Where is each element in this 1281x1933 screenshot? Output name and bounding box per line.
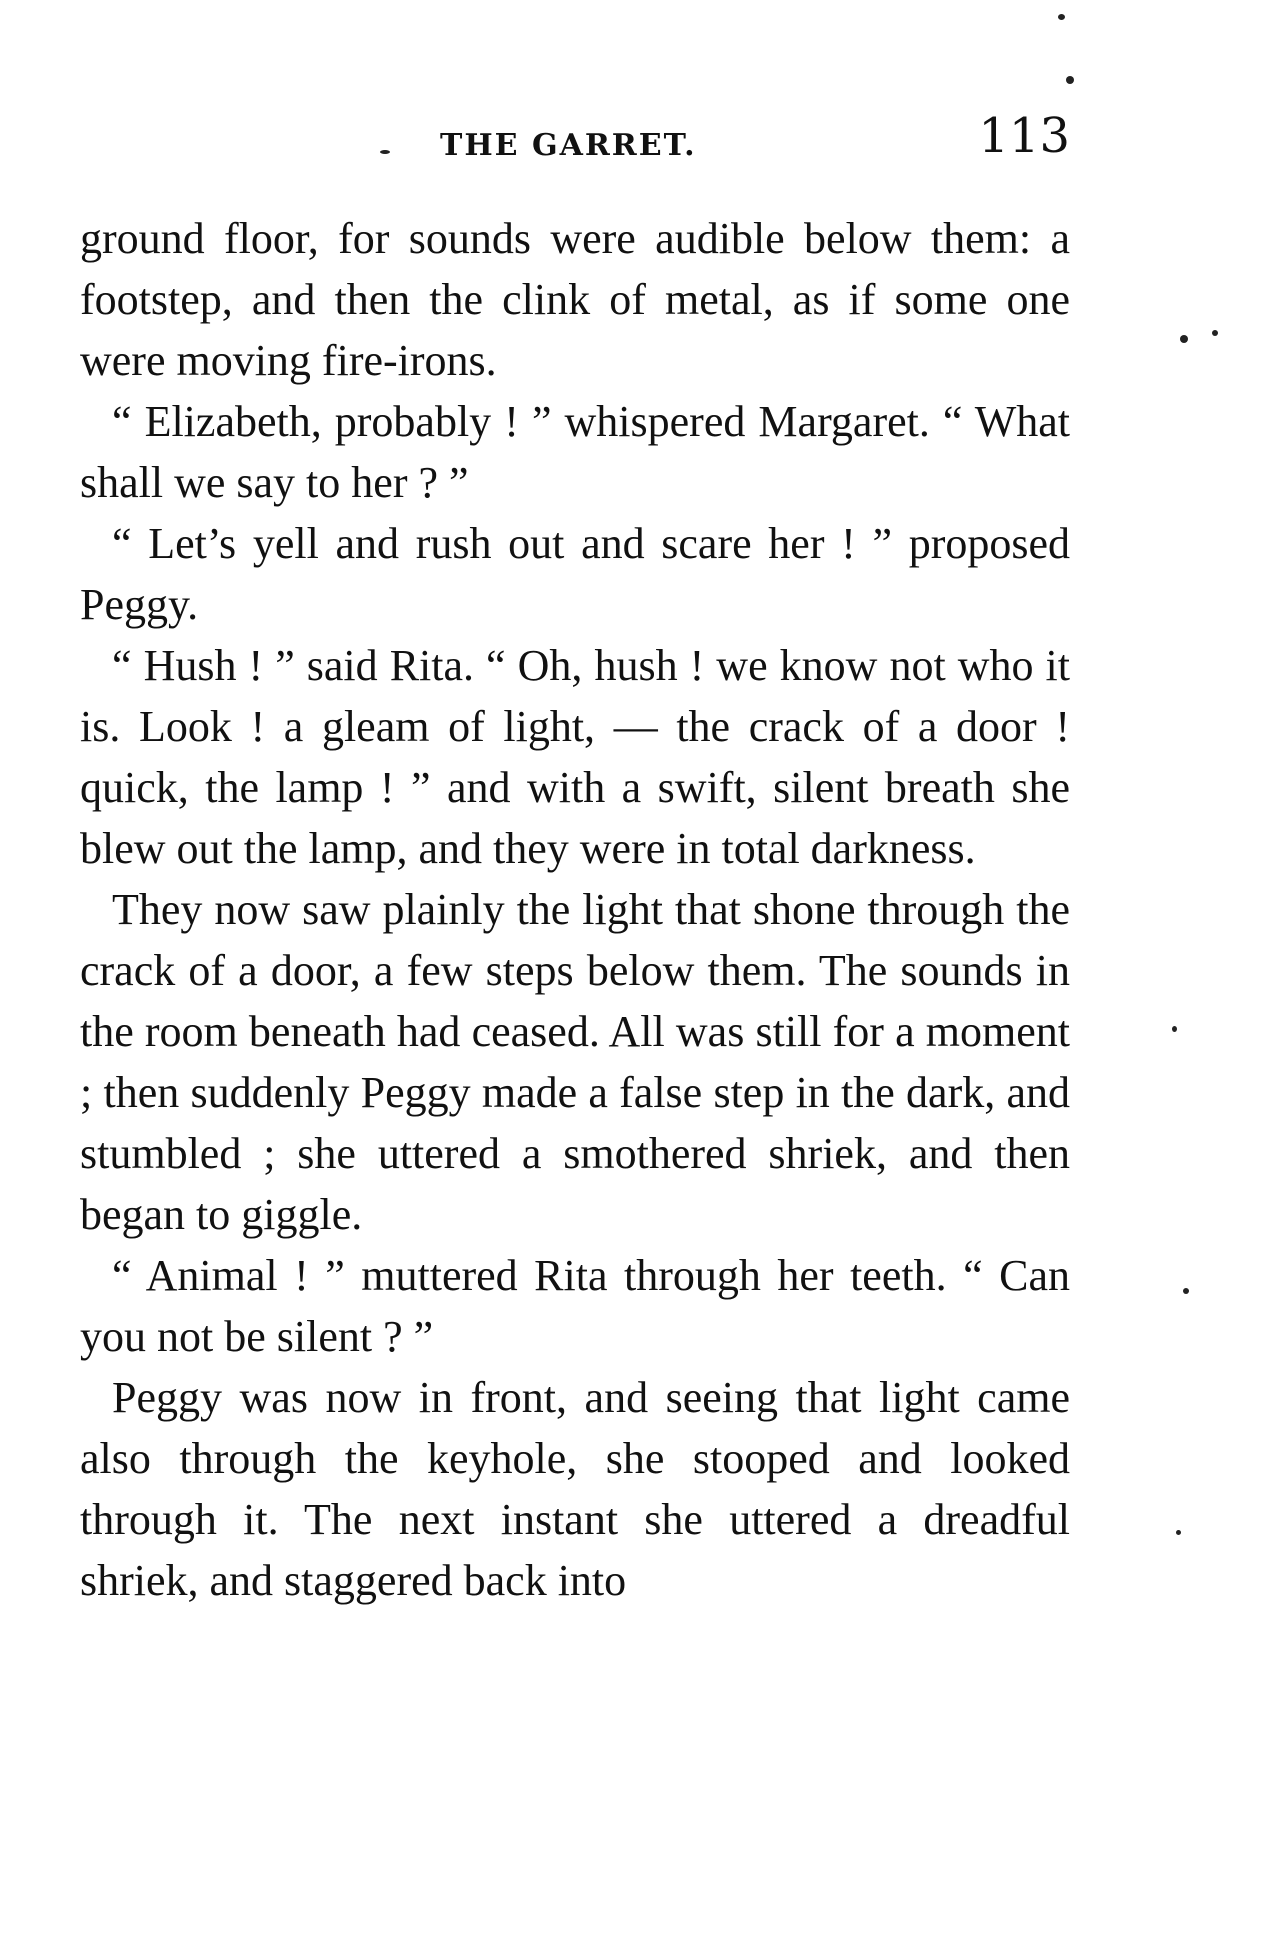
- body-text: [80, 208, 1070, 1611]
- print-speck: [1172, 1026, 1177, 1032]
- chapter-title: THE GARRET.: [440, 128, 697, 163]
- print-speck: [1180, 335, 1188, 343]
- print-speck: [1183, 1288, 1189, 1294]
- paragraph: They now saw plainly the light that shone through the crack of a door, a few steps below them. The sounds in the room beneath had ceased. All was still for a moment ; then suddenly Peggy made a false step in the dark, and stumbled ; she uttered a smothered shriek, and then began to giggle.: [80, 885, 1070, 1239]
- paragraph-continued: ground floor, for sounds were audible below them: a footstep, and then the clink of metal, as if some one were moving fire-irons.: [80, 214, 1070, 385]
- print-speck: [1058, 14, 1065, 20]
- paragraph: “ Let’s yell and rush out and scare her ! ” proposed Peggy.: [80, 519, 1070, 629]
- running-head: [80, 108, 1070, 168]
- print-speck: [380, 150, 390, 154]
- paragraph: “ Elizabeth, probably ! ” whispered Margaret. “ What shall we say to her ? ”: [80, 397, 1070, 507]
- paragraph: “ Animal ! ” muttered Rita through her teeth. “ Can you not be silent ? ”: [80, 1251, 1070, 1361]
- paragraph: Peggy was now in front, and seeing that light came also through the keyhole, she stooped and looked through it. The next instant she uttered a dreadful shriek, and staggered back into: [80, 1373, 1070, 1605]
- print-speck: [1066, 76, 1074, 84]
- page-number: 113: [978, 108, 1070, 164]
- paragraph: “ Hush ! ” said Rita. “ Oh, hush ! we know not who it is. Look ! a gleam of light, — the crack of a door ! quick, the lamp ! ” and with a swift, silent breath she blew out the lamp, and they were in total darkness.: [80, 641, 1070, 873]
- print-speck: [1176, 1530, 1181, 1535]
- print-speck: [1212, 330, 1218, 336]
